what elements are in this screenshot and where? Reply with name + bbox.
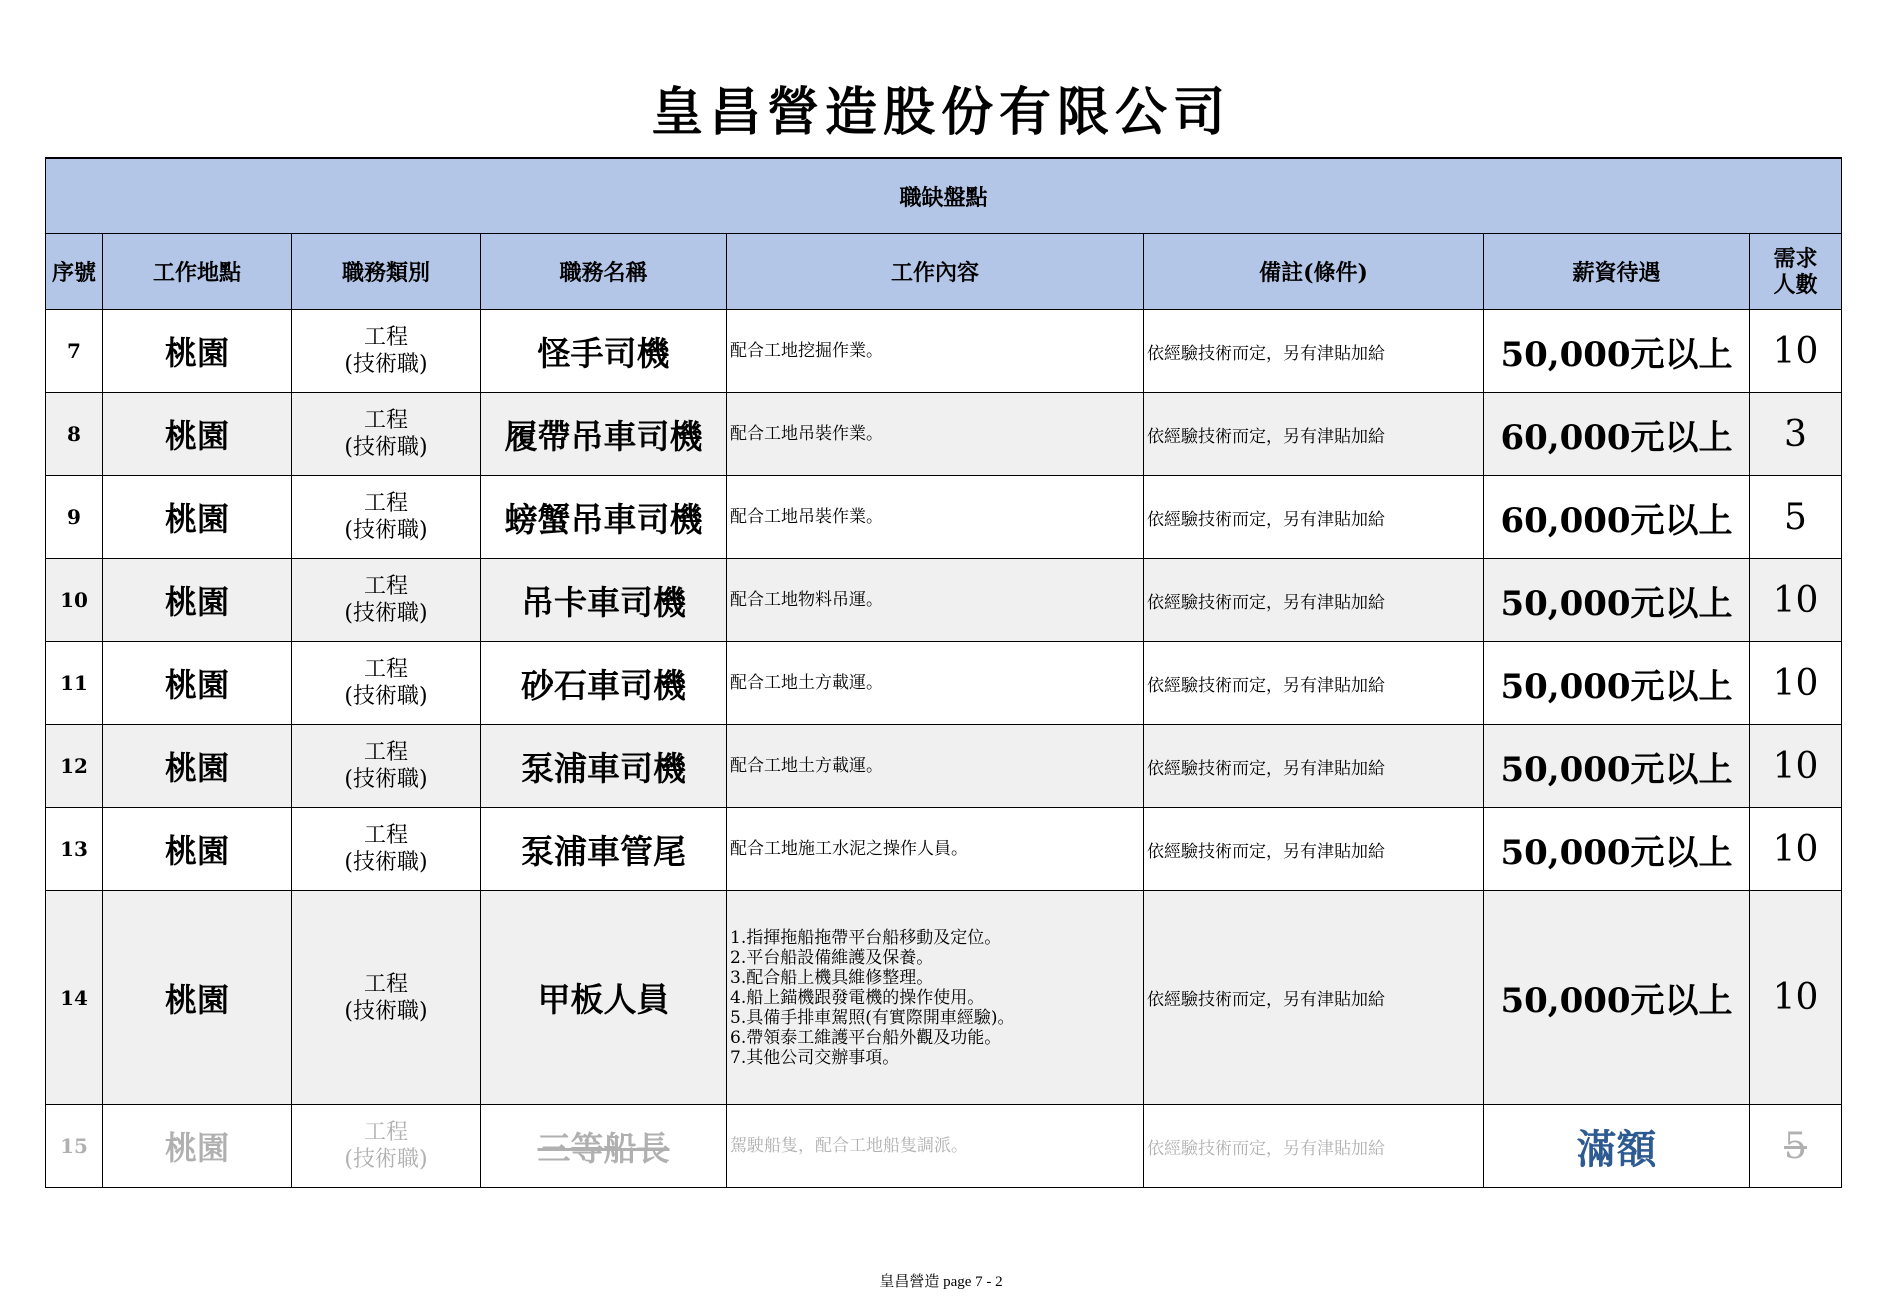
category-main: 工程: [363, 971, 408, 997]
cell-note: 依經驗技術而定，另有津貼加給: [1144, 310, 1484, 393]
category-sub: (技術職): [344, 601, 428, 626]
list-item: 6.帶領泰工維護平台船外觀及功能。: [730, 1027, 1002, 1048]
category-sub: (技術職): [344, 767, 428, 792]
cell-job-name: 螃蟹吊車司機: [481, 476, 727, 559]
cell-category: [292, 310, 481, 393]
category-main: 工程: [363, 1120, 408, 1145]
list-item: 1.指揮拖船拖帶平台船移動及定位。: [730, 927, 1002, 948]
cell-content: 配合工地土方載運。: [727, 642, 1144, 725]
table-banner: 職缺盤點: [46, 158, 1842, 234]
header-category: 職務類別: [292, 234, 481, 310]
cell-seq: 15: [46, 1105, 103, 1188]
cell-seq: 10: [46, 559, 103, 642]
cell-note: 依經驗技術而定，另有津貼加給: [1144, 808, 1484, 891]
cell-job-name: 吊卡車司機: [481, 559, 727, 642]
quantity-struck: 5: [1784, 1125, 1807, 1167]
category-sub: (技術職): [344, 684, 428, 709]
cell-salary: 50,000元以上: [1484, 808, 1750, 891]
cell-location: 桃園: [103, 476, 292, 559]
page-title: 皇昌營造股份有限公司: [650, 82, 1231, 143]
category-main: 工程: [363, 408, 408, 433]
header-salary: 薪資待遇: [1484, 234, 1750, 310]
cell-quantity: 3: [1750, 393, 1842, 476]
cell-content: 配合工地吊裝作業。: [727, 393, 1144, 476]
cell-quantity: 5: [1750, 476, 1842, 559]
cell-salary: 50,000元以上: [1484, 559, 1750, 642]
category-main: 工程: [363, 491, 408, 516]
cell-job-name: 怪手司機: [481, 310, 727, 393]
header-job-name: 職務名稱: [481, 234, 727, 310]
cell-quantity: 10: [1750, 559, 1842, 642]
category-main: 工程: [363, 823, 408, 848]
header-quantity-line2: 人數: [1773, 271, 1818, 298]
cell-category: [292, 642, 481, 725]
cell-content-list: [727, 891, 1144, 1105]
cell-salary: 50,000元以上: [1484, 310, 1750, 393]
table-row: [46, 891, 1842, 1105]
cell-category: [292, 393, 481, 476]
header-location: 工作地點: [103, 234, 292, 310]
cell-quantity: 10: [1750, 642, 1842, 725]
cell-quantity: 10: [1750, 808, 1842, 891]
cell-seq: 13: [46, 808, 103, 891]
cell-location: 桃園: [103, 891, 292, 1105]
cell-category: [292, 808, 481, 891]
cell-note: 依經驗技術而定，另有津貼加給: [1144, 1105, 1484, 1188]
cell-quantity: [1750, 1105, 1842, 1188]
category-main: 工程: [363, 574, 408, 599]
category-main: 工程: [363, 325, 408, 350]
category-sub: (技術職): [344, 1147, 428, 1172]
cell-location: 桃園: [103, 1105, 292, 1188]
cell-note: 依經驗技術而定，另有津貼加給: [1144, 642, 1484, 725]
cell-salary: 50,000元以上: [1484, 642, 1750, 725]
cell-salary-filled-status: 滿額: [1484, 1105, 1750, 1188]
category-sub: (技術職): [344, 518, 428, 543]
category-sub: (技術職): [344, 850, 428, 875]
cell-note: 依經驗技術而定，另有津貼加給: [1144, 891, 1484, 1105]
cell-quantity: 10: [1750, 891, 1842, 1105]
cell-content: 配合工地土方載運。: [727, 725, 1144, 808]
table-row: [46, 310, 1842, 393]
cell-content: 駕駛船隻，配合工地船隻調派。: [727, 1105, 1144, 1188]
table-row: [46, 476, 1842, 559]
list-item: 5.具備手排車駕照(有實際開車經驗)。: [730, 1007, 1015, 1028]
cell-note: 依經驗技術而定，另有津貼加給: [1144, 393, 1484, 476]
cell-location: 桃園: [103, 559, 292, 642]
cell-job-name: [481, 1105, 727, 1188]
list-item: 3.配合船上機具維修整理。: [730, 967, 934, 988]
table-row-filled: [46, 1105, 1842, 1188]
cell-job-name: 泵浦車管尾: [481, 808, 727, 891]
cell-quantity: 10: [1750, 310, 1842, 393]
cell-salary: 60,000元以上: [1484, 476, 1750, 559]
cell-category: [292, 559, 481, 642]
category-sub: (技術職): [344, 352, 428, 377]
cell-note: 依經驗技術而定，另有津貼加給: [1144, 559, 1484, 642]
table-row: [46, 725, 1842, 808]
list-item: 7.其他公司交辦事項。: [730, 1047, 900, 1068]
header-content: 工作內容: [727, 234, 1144, 310]
header-seq: 序號: [46, 234, 103, 310]
category-sub: (技術職): [344, 998, 428, 1024]
cell-seq: 9: [46, 476, 103, 559]
job-vacancy-table: [45, 157, 1842, 1188]
cell-category: [292, 725, 481, 808]
cell-note: 依經驗技術而定，另有津貼加給: [1144, 476, 1484, 559]
cell-content: 配合工地施工水泥之操作人員。: [727, 808, 1144, 891]
cell-salary: 50,000元以上: [1484, 725, 1750, 808]
cell-job-name: 砂石車司機: [481, 642, 727, 725]
cell-quantity: 10: [1750, 725, 1842, 808]
cell-salary: 50,000元以上: [1484, 891, 1750, 1105]
cell-note: 依經驗技術而定，另有津貼加給: [1144, 725, 1484, 808]
header-note: 備註(條件): [1144, 234, 1484, 310]
cell-content: 配合工地物料吊運。: [727, 559, 1144, 642]
cell-job-name: 甲板人員: [481, 891, 727, 1105]
cell-location: 桃園: [103, 808, 292, 891]
cell-location: 桃園: [103, 725, 292, 808]
cell-content: 配合工地吊裝作業。: [727, 476, 1144, 559]
job-name-struck: 三等船長: [537, 1128, 670, 1168]
cell-seq: 7: [46, 310, 103, 393]
cell-job-name: 履帶吊車司機: [481, 393, 727, 476]
list-item: 4.船上錨機跟發電機的操作使用。: [730, 987, 985, 1008]
cell-job-name: 泵浦車司機: [481, 725, 727, 808]
table-row: [46, 393, 1842, 476]
category-main: 工程: [363, 740, 408, 765]
page-footer: 皇昌營造 page 7 - 2: [879, 1274, 1003, 1290]
cell-seq: 8: [46, 393, 103, 476]
table-row: [46, 642, 1842, 725]
cell-location: 桃園: [103, 310, 292, 393]
table-row: [46, 559, 1842, 642]
cell-category: [292, 1105, 481, 1188]
cell-location: 桃園: [103, 393, 292, 476]
cell-category: [292, 476, 481, 559]
cell-category: [292, 891, 481, 1105]
cell-seq: 12: [46, 725, 103, 808]
header-quantity-line1: 需求: [1773, 245, 1818, 272]
category-main: 工程: [363, 657, 408, 682]
cell-seq: 11: [46, 642, 103, 725]
header-quantity: [1750, 234, 1842, 310]
cell-seq: 14: [46, 891, 103, 1105]
cell-location: 桃園: [103, 642, 292, 725]
category-sub: (技術職): [344, 435, 428, 460]
cell-salary: 60,000元以上: [1484, 393, 1750, 476]
cell-content: 配合工地挖掘作業。: [727, 310, 1144, 393]
list-item: 2.平台船設備維護及保養。: [730, 947, 934, 968]
table-row: [46, 808, 1842, 891]
